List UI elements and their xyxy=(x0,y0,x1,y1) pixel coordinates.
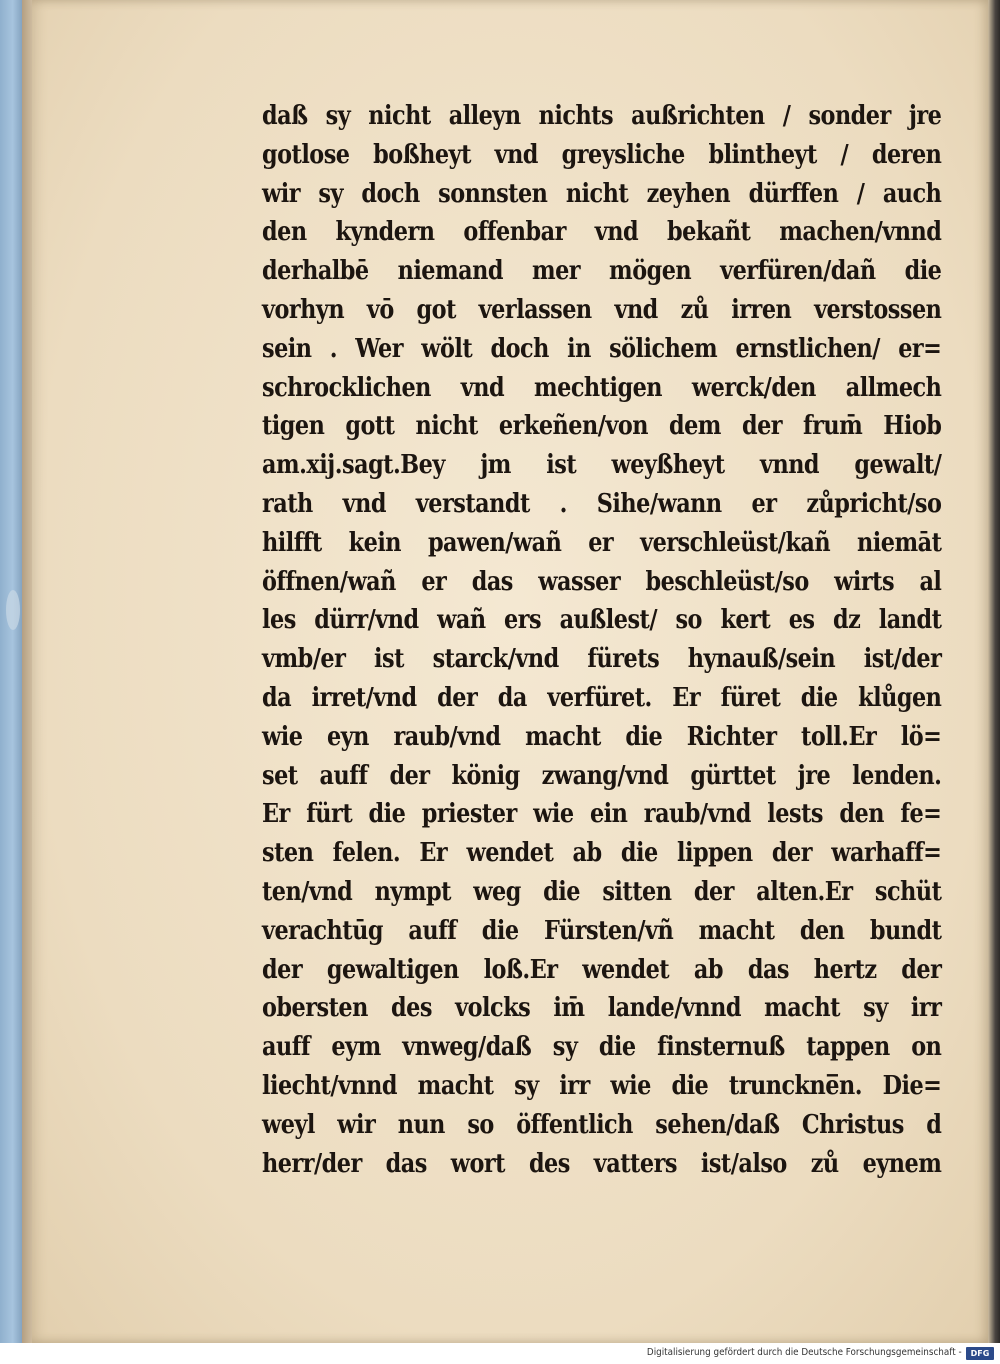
book-page xyxy=(32,0,990,1343)
text-line-7: sein . Wer wölt doch in sölichem ernstlichen/ er= xyxy=(262,333,942,364)
text-line-21: ten/vnd nympt weg die sitten der alten.Er schüt xyxy=(262,876,942,907)
text-line-4: den kyndern offenbar vnd bekañt machen/vnnd xyxy=(262,217,942,248)
text-line-22: verachtūg auff die Fürsten/vñ macht den bundt xyxy=(262,915,942,946)
blackletter-text-block xyxy=(262,97,942,1183)
text-line-13: öffnen/wañ er das wasser beschleüst/so wirts al xyxy=(262,566,942,597)
text-line-12: hilfft kein pawen/wañ er verschleüst/kañ niemāt xyxy=(262,527,942,558)
text-line-1: daß sy nicht alleyn nichts außrichten / sonder jre xyxy=(262,101,942,131)
text-line-18: set auff der könig zwang/vnd gürttet jre lenden. xyxy=(262,760,942,791)
text-line-2: gotlose boßheyt vnd greysliche blintheyt / deren xyxy=(262,139,942,170)
text-line-15: vmb/er ist starck/vnd fürets hynauß/sein ist/der xyxy=(262,644,942,675)
text-line-24: obersten des volcks im̄ lande/vnnd macht sy irr xyxy=(262,993,942,1024)
text-line-19: Er fürt die priester wie ein raub/vnd lests den fe= xyxy=(262,799,942,830)
text-line-28: herr/der das wort des vatters ist/also zů eynem xyxy=(262,1148,942,1179)
funding-notice: Digitalisierung gefördert durch die Deutsche Forschungsgemeinschaft - xyxy=(647,1347,962,1358)
text-line-27: weyl wir nun so öffentlich sehen/daß Christus d xyxy=(262,1109,942,1140)
text-line-14: les dürr/vnd wañ ers außlest/ so kert es dz landt xyxy=(262,605,942,636)
text-line-8: schrocklichen vnd mechtigen werck/den allmech xyxy=(262,372,942,403)
text-line-3: wir sy doch sonnsten nicht zeyhen dürffen / auch xyxy=(262,178,942,209)
text-line-20: sten felen. Er wendet ab die lippen der warhaff= xyxy=(262,838,942,869)
text-line-26: liecht/vnnd macht sy irr wie die trunckne̅n. Die= xyxy=(262,1070,942,1101)
text-line-11: rath vnd verstandt . Sihe/wann er zůpricht/so xyxy=(262,488,942,519)
dfg-logo-icon: DFG xyxy=(966,1347,994,1360)
text-line-6: vorhyn vō got verlassen vnd zů irren verstossen xyxy=(262,294,942,325)
text-line-25: auff eym vnweg/daß sy die finsternuß tappen on xyxy=(262,1032,942,1063)
text-line-23: der gewaltigen loß.Er wendet ab das hertz der xyxy=(262,954,942,985)
page-stack-edge xyxy=(988,0,1000,1343)
text-line-17: wie eyn raub/vnd macht die Richter toll.Er lö= xyxy=(262,721,942,752)
text-line-10: am.xij.sagt.Bey jm ist weyßheyt vnnd gewalt/ xyxy=(262,450,942,481)
digitization-footer xyxy=(0,1343,1000,1363)
text-line-16: da irret/vnd der da verfüret. Er füret die klůgen xyxy=(262,682,942,713)
text-line-9: tigen gott nicht erkeñen/von dem der frum̄ Hiob xyxy=(262,411,942,442)
text-line-5: derhalbē niemand mer mögen verfüren/dañ die xyxy=(262,256,942,287)
